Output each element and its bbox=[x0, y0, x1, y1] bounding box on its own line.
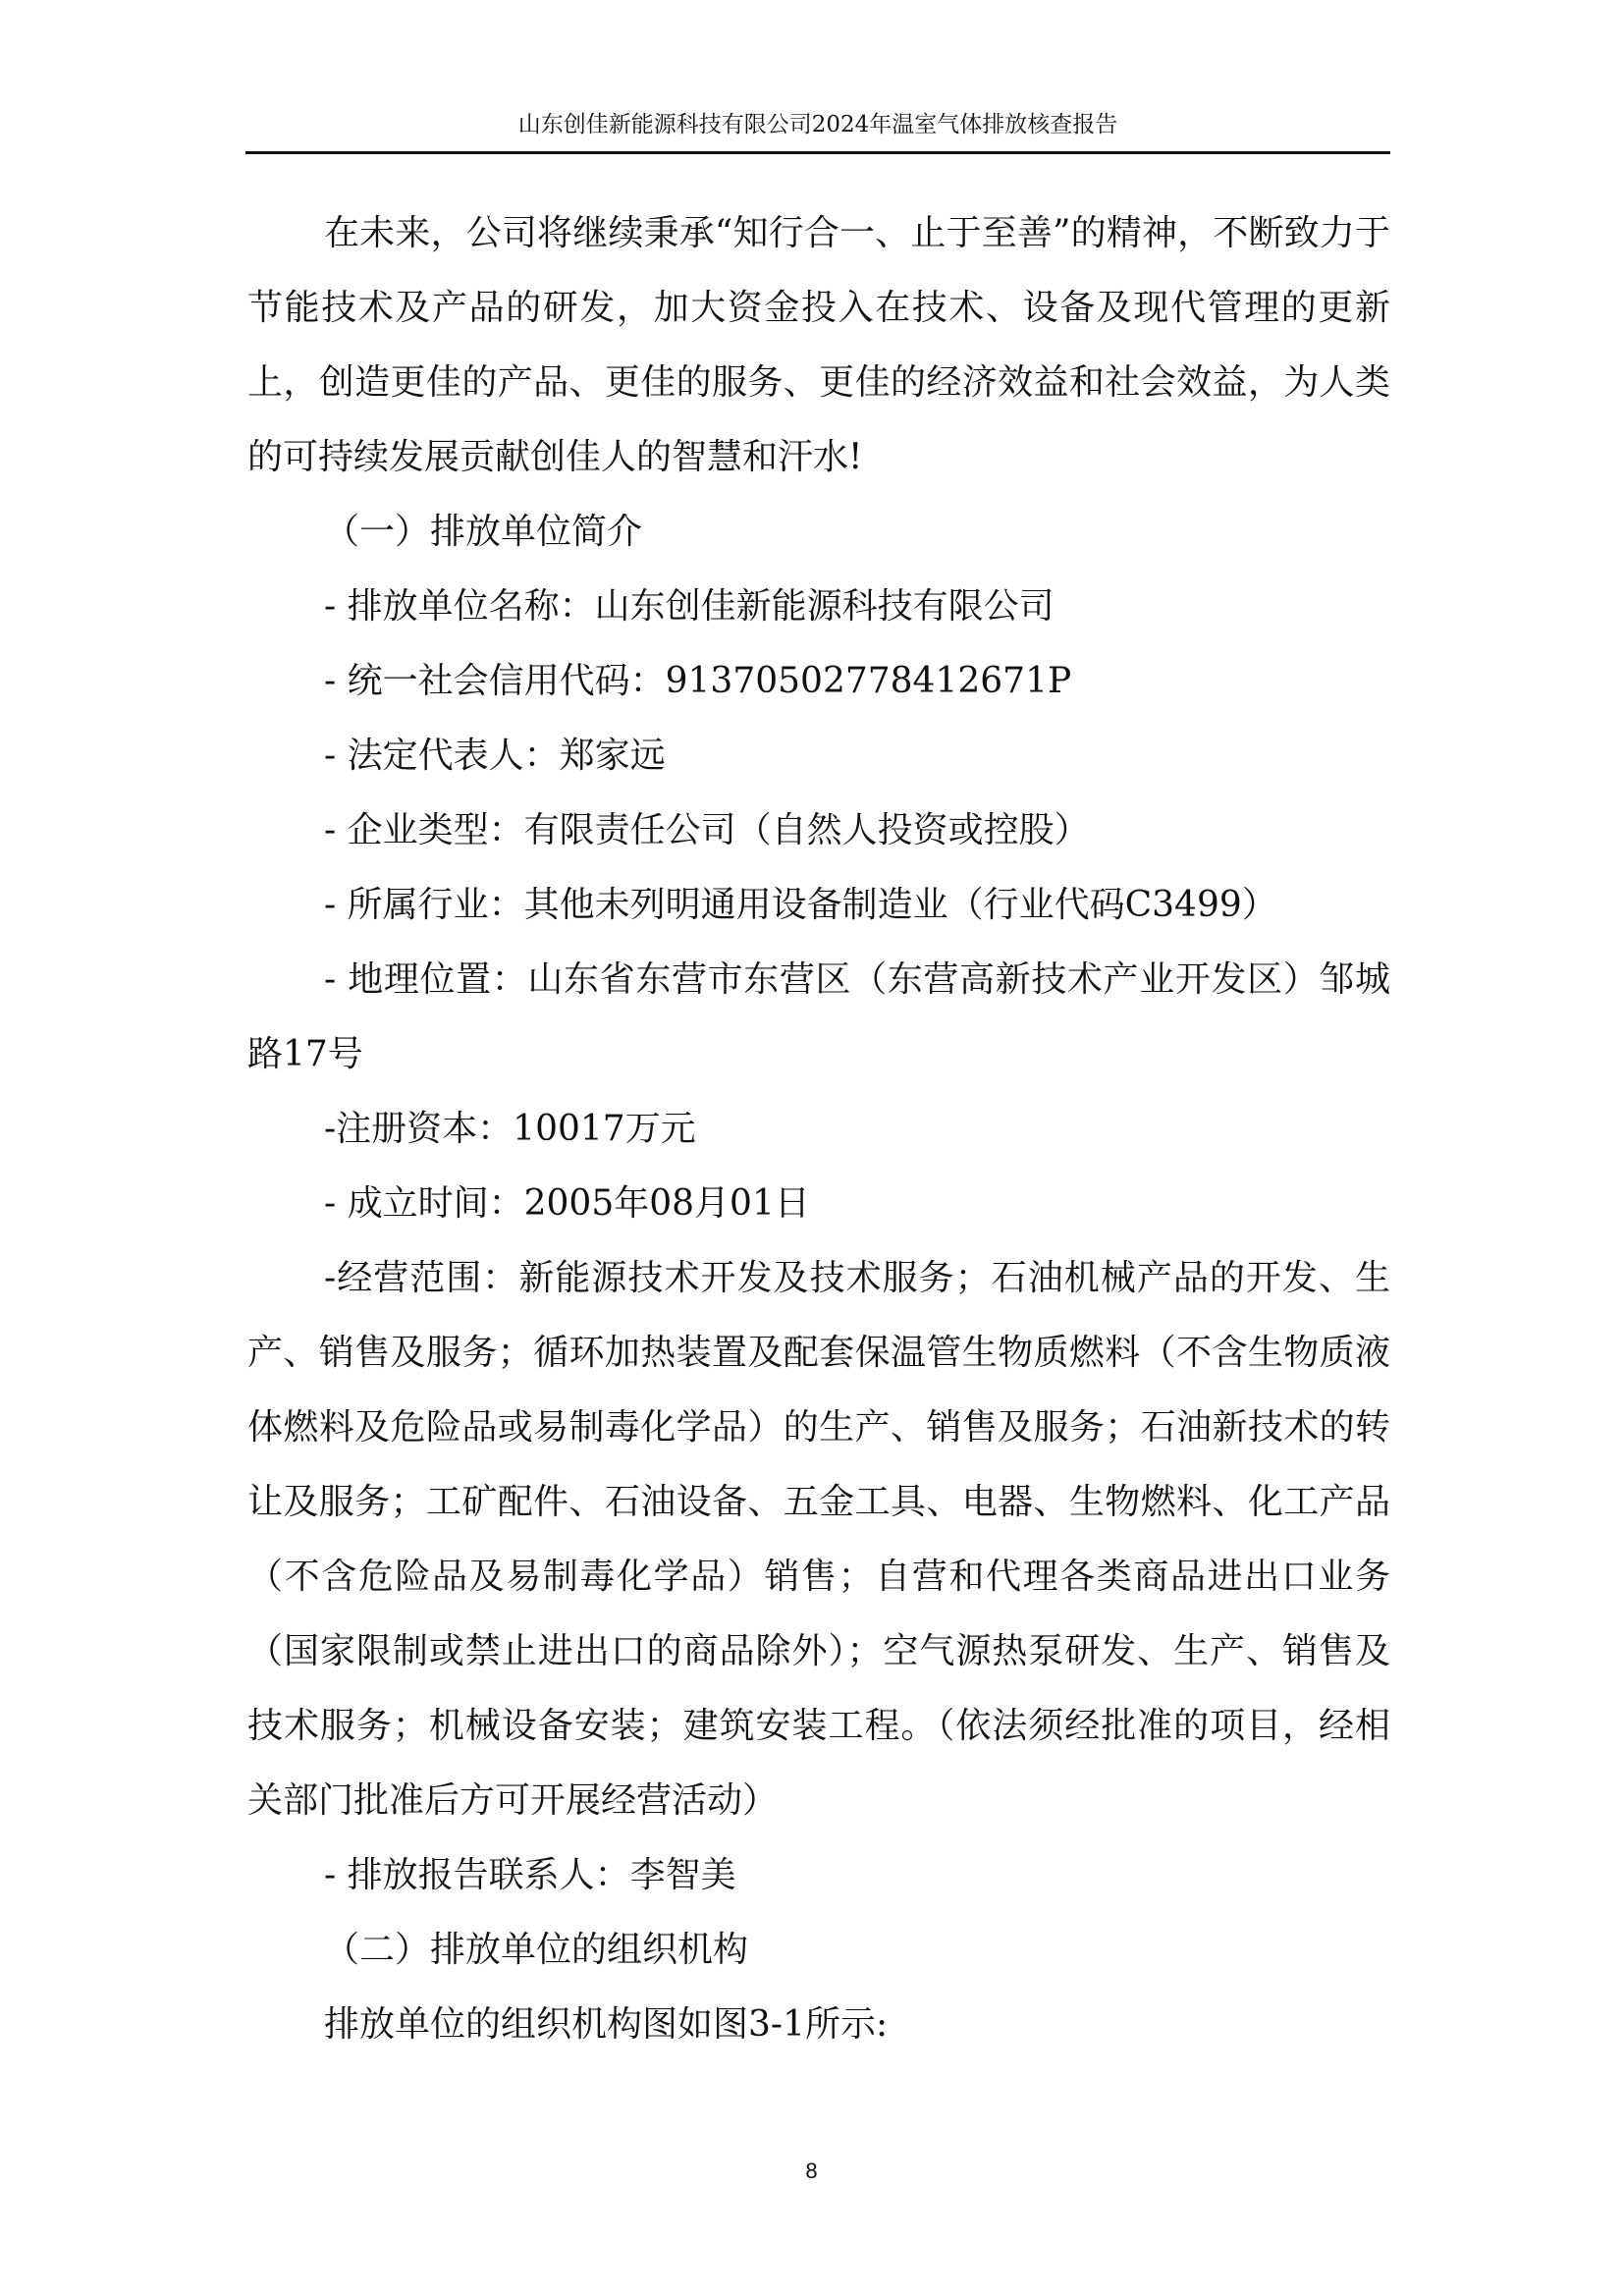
org-chart-intro: 排放单位的组织机构图如图3-1所示: bbox=[324, 2004, 889, 2045]
section-heading-organization: （二）排放单位的组织机构 bbox=[324, 1930, 749, 1970]
legal-representative: - 法定代表人：郑家远 bbox=[324, 736, 666, 776]
emitter-name: - 排放单位名称：山东创佳新能源科技有限公司 bbox=[324, 586, 1055, 627]
page-header: 山东创佳新能源科技有限公司2024年温室气体排放核查报告 bbox=[517, 112, 1118, 137]
industry: - 所属行业：其他未列明通用设备制造业（行业代码C3499） bbox=[324, 885, 1277, 925]
registered-capital: -注册资本：10017万元 bbox=[324, 1109, 696, 1149]
location: - 地理位置：山东省东营市东营区（东营高新技术产业开发区）邹城路17号 bbox=[247, 959, 1390, 1074]
company-type: - 企业类型：有限责任公司（自然人投资或控股） bbox=[324, 810, 1090, 850]
document-body bbox=[247, 196, 1390, 2062]
credit-code: - 统一社会信用代码：91370502778412671P bbox=[324, 661, 1072, 701]
report-contact: - 排放报告联系人：李智美 bbox=[324, 1855, 736, 1895]
business-scope: -经营范围：新能源技术开发及技术服务；石油机械产品的开发、生产、销售及服务；循环加热装置及配套保温管生物质燃料（不含生物质液体燃料及危险品或易制毒化学品）的生产、销售及服务；石油新技术的转让及服务；工矿配件、石油设备、五金工具、电器、生物燃料、化工产品（不含危险品及易制毒化学品）销售；自营和代理各类商品进出口业务（国家限制或禁止进出口的商品除外）；空气源热泵研发、生产、销售及技术服务；机械设备安装；建筑安装工程。（依法须经批准的项目，经相关部门批准后方可开展经营活动） bbox=[247, 1258, 1390, 1821]
established-date: - 成立时间：2005年08月01日 bbox=[324, 1183, 810, 1224]
section-heading-emitter-profile: （一）排放单位简介 bbox=[324, 512, 643, 552]
intro-paragraph: 在未来，公司将继续秉承“知行合一、止于至善”的精神，不断致力于节能技术及产品的研发，加大资金投入在技术、设备及现代管理的更新上，创造更佳的产品、更佳的服务、更佳的经济效益和社会效益，为人类的可持续发展贡献创佳人的智慧和汗水! bbox=[247, 213, 1390, 477]
header-divider bbox=[245, 151, 1390, 154]
page-number: 8 bbox=[805, 2159, 818, 2183]
